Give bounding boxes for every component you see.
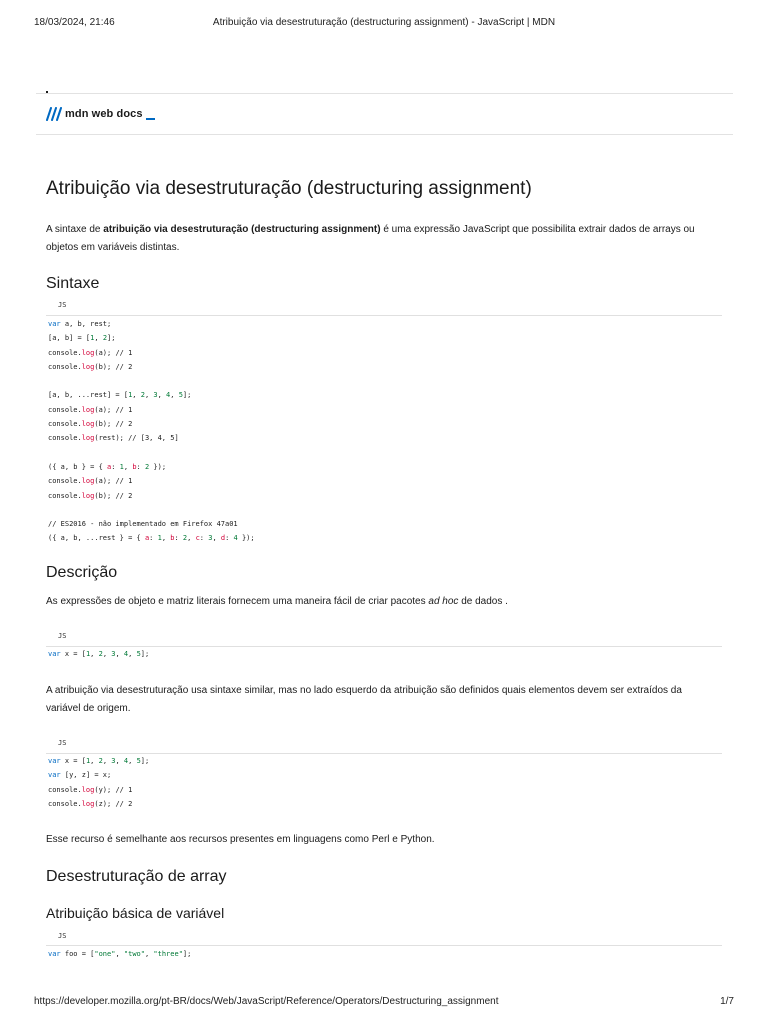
code-text: [a, b] = [ bbox=[48, 334, 91, 343]
code-language-label: JS bbox=[58, 301, 67, 309]
code-text: console. bbox=[48, 491, 82, 500]
code-line bbox=[48, 950, 191, 958]
description-paragraph-3: Esse recurso é semelhante aos recursos presentes em linguagens como Perl e Python. bbox=[46, 834, 435, 845]
code-line bbox=[48, 334, 115, 342]
code-language-label: JS bbox=[58, 632, 67, 640]
code-text: , bbox=[161, 534, 171, 543]
code-function: log bbox=[81, 491, 95, 500]
code-text: : bbox=[136, 462, 145, 471]
code-number: 1 bbox=[85, 757, 91, 765]
code-text: }); bbox=[149, 462, 167, 471]
code-text: : bbox=[111, 462, 120, 471]
code-number: 4 bbox=[166, 391, 171, 400]
code-number: 1 bbox=[85, 650, 91, 658]
code-text: // ES2016 - não implementado em Firefox 47a01 bbox=[48, 520, 238, 529]
code-text: ({ a, b, ...rest } = { bbox=[48, 534, 145, 543]
code-function: log bbox=[81, 362, 95, 371]
print-url: https://developer.mozilla.org/pt-BR/docs/Web/JavaScript/Reference/Operators/Destructuring_assignment bbox=[34, 996, 499, 1007]
code-block-basic[interactable] bbox=[48, 947, 191, 961]
heading-syntax: Sintaxe bbox=[46, 275, 100, 292]
code-number: 1 bbox=[157, 534, 162, 543]
description-paragraph-2: A atribuição via desestruturação usa sintaxe similar, mas no lado esquerdo da atribuição são definidos quais elementos devem ser extraídos da variável de origem. bbox=[46, 685, 682, 714]
code-text: (y); // 1 bbox=[94, 785, 133, 794]
code-text: (b); // 2 bbox=[94, 491, 133, 500]
description-italic: ad hoc bbox=[428, 596, 459, 607]
code-line bbox=[48, 320, 111, 328]
code-number: 3 bbox=[111, 650, 116, 658]
code-text: console. bbox=[48, 348, 82, 357]
code-function: log bbox=[81, 405, 95, 414]
code-number: 2 bbox=[140, 391, 145, 400]
code-text: console. bbox=[48, 785, 82, 794]
heading-description: Descrição bbox=[46, 564, 118, 581]
code-text: , bbox=[102, 757, 112, 765]
code-function: log bbox=[81, 434, 95, 443]
code-line bbox=[48, 391, 191, 399]
intro-text-after: é uma expressão JavaScript que possibilita extrair dados de arrays ou objetos em variáveis distintas. bbox=[46, 224, 695, 253]
code-function: a bbox=[107, 462, 112, 471]
heading-array-destructuring: Desestruturação de array bbox=[46, 868, 227, 885]
code-number: 3 bbox=[208, 534, 213, 543]
code-string: "three" bbox=[153, 950, 183, 958]
code-text: console. bbox=[48, 405, 82, 414]
code-function: log bbox=[81, 477, 95, 486]
code-text: ]; bbox=[140, 650, 150, 658]
code-line bbox=[48, 520, 238, 528]
code-text: }); bbox=[237, 534, 255, 543]
code-function: log bbox=[81, 420, 95, 429]
code-text: , bbox=[128, 650, 137, 658]
code-line bbox=[48, 434, 179, 442]
decorative-dot bbox=[46, 91, 48, 93]
code-line bbox=[48, 463, 166, 471]
code-divider bbox=[46, 945, 722, 946]
code-function: b bbox=[170, 534, 175, 543]
code-text: ({ a, b } = { bbox=[48, 462, 108, 471]
code-line bbox=[48, 650, 149, 658]
code-line bbox=[48, 800, 132, 808]
print-date: 18/03/2024, 21:46 bbox=[34, 17, 115, 28]
code-text: , bbox=[157, 391, 167, 400]
logo-wordmark: mdn web docs bbox=[65, 108, 143, 120]
code-text: , bbox=[144, 391, 154, 400]
code-text: , bbox=[115, 757, 124, 765]
code-text: : bbox=[199, 534, 209, 543]
code-string: "one" bbox=[94, 950, 116, 958]
code-function: log bbox=[81, 348, 95, 357]
code-line bbox=[48, 771, 111, 779]
code-text: ]; bbox=[182, 391, 192, 400]
code-keyword: var bbox=[48, 650, 61, 658]
code-text: ]; bbox=[182, 950, 192, 958]
code-text: x = [ bbox=[60, 650, 86, 658]
code-line bbox=[48, 363, 132, 371]
intro-paragraph bbox=[46, 221, 714, 257]
description-text-before: As expressões de objeto e matriz literais fornecem uma maneira fácil de criar pacotes bbox=[46, 596, 429, 607]
code-text: , bbox=[90, 757, 99, 765]
code-text: : bbox=[225, 534, 234, 543]
code-keyword: var bbox=[48, 320, 61, 328]
code-number: 3 bbox=[111, 757, 116, 765]
code-number: 2 bbox=[98, 650, 103, 658]
code-text: (b); // 2 bbox=[94, 362, 133, 371]
code-function: c bbox=[195, 534, 200, 543]
code-line bbox=[48, 492, 132, 500]
code-text: , bbox=[102, 650, 112, 658]
code-text: ]; bbox=[107, 334, 116, 343]
print-page-title: Atribuição via desestruturação (destructuring assignment) - JavaScript | MDN bbox=[212, 17, 556, 28]
code-text: a, b, rest; bbox=[60, 320, 112, 328]
code-text: (a); // 1 bbox=[94, 405, 133, 414]
code-text: : bbox=[174, 534, 183, 543]
intro-bold-term: atribuição via desestruturação (destructuring assignment) bbox=[103, 224, 381, 235]
code-number: 2 bbox=[102, 334, 108, 343]
code-number: 1 bbox=[90, 334, 95, 343]
code-number: 5 bbox=[136, 757, 141, 765]
code-keyword: var bbox=[48, 771, 61, 780]
code-text: (b); // 2 bbox=[94, 420, 133, 429]
code-line bbox=[48, 406, 132, 414]
code-text: , bbox=[115, 950, 124, 958]
code-text: x = [ bbox=[60, 757, 86, 765]
code-line bbox=[48, 420, 132, 428]
code-line bbox=[48, 477, 132, 485]
mdn-logo-link[interactable] bbox=[46, 107, 155, 121]
code-number: 4 bbox=[233, 534, 238, 543]
code-text: , bbox=[132, 391, 141, 400]
code-text: , bbox=[170, 391, 179, 400]
code-number: 5 bbox=[136, 650, 141, 658]
code-text: , bbox=[128, 757, 137, 765]
code-function: b bbox=[132, 462, 137, 471]
code-line bbox=[48, 757, 149, 765]
code-language-label: JS bbox=[58, 739, 67, 747]
code-language-label: JS bbox=[58, 932, 67, 940]
code-function: d bbox=[220, 534, 226, 543]
code-function: log bbox=[81, 785, 95, 794]
code-block-literal[interactable] bbox=[48, 647, 149, 661]
code-number: 1 bbox=[128, 391, 133, 400]
code-text: ]; bbox=[140, 757, 150, 765]
code-text: , bbox=[212, 534, 221, 543]
code-function: log bbox=[81, 799, 95, 808]
code-number: 4 bbox=[123, 757, 129, 765]
code-number: 1 bbox=[119, 462, 124, 471]
code-string: "two" bbox=[123, 950, 145, 958]
description-paragraph-1 bbox=[46, 593, 714, 611]
description-text-after: de dados . bbox=[458, 596, 508, 607]
code-text: console. bbox=[48, 477, 82, 486]
code-text: (a); // 1 bbox=[94, 477, 133, 486]
code-keyword: var bbox=[48, 950, 61, 958]
code-text: , bbox=[115, 650, 124, 658]
code-number: 4 bbox=[123, 650, 129, 658]
code-text: console. bbox=[48, 799, 82, 808]
code-number: 5 bbox=[178, 391, 183, 400]
page-title: Atribuição via desestruturação (destructuring assignment) bbox=[46, 178, 532, 199]
code-function: a bbox=[144, 534, 150, 543]
code-block-destructure[interactable] bbox=[48, 754, 149, 811]
code-number: 3 bbox=[153, 391, 158, 400]
code-text: (z); // 2 bbox=[94, 799, 133, 808]
code-text: [y, z] = x; bbox=[60, 771, 112, 780]
heading-basic-assignment: Atribuição básica de variável bbox=[46, 905, 225, 921]
code-line bbox=[48, 786, 132, 794]
code-text: (rest); // [3, 4, 5] bbox=[94, 434, 179, 443]
top-navigation-bar bbox=[36, 93, 733, 135]
code-line bbox=[48, 349, 132, 357]
code-text: , bbox=[144, 950, 154, 958]
code-text: , bbox=[123, 462, 133, 471]
code-text: : bbox=[149, 534, 158, 543]
code-block-syntax[interactable] bbox=[48, 317, 255, 546]
code-keyword: var bbox=[48, 757, 61, 765]
code-number: 2 bbox=[182, 534, 188, 543]
code-text: foo = [ bbox=[60, 950, 95, 958]
code-line bbox=[48, 534, 255, 542]
code-text: , bbox=[94, 334, 103, 343]
code-text: console. bbox=[48, 434, 82, 443]
mdn-m-icon bbox=[46, 107, 62, 121]
code-divider bbox=[46, 315, 722, 316]
code-text: , bbox=[90, 650, 99, 658]
code-text: , bbox=[187, 534, 196, 543]
code-text: [a, b, ...rest] = [ bbox=[48, 391, 129, 400]
code-number: 2 bbox=[98, 757, 103, 765]
logo-underscore-icon bbox=[146, 118, 155, 120]
code-text: console. bbox=[48, 362, 82, 371]
intro-text-before: A sintaxe de bbox=[46, 224, 104, 235]
code-text: console. bbox=[48, 420, 82, 429]
code-text: (a); // 1 bbox=[94, 348, 133, 357]
print-page-count: 1/7 bbox=[720, 996, 734, 1007]
code-number: 2 bbox=[144, 462, 150, 471]
